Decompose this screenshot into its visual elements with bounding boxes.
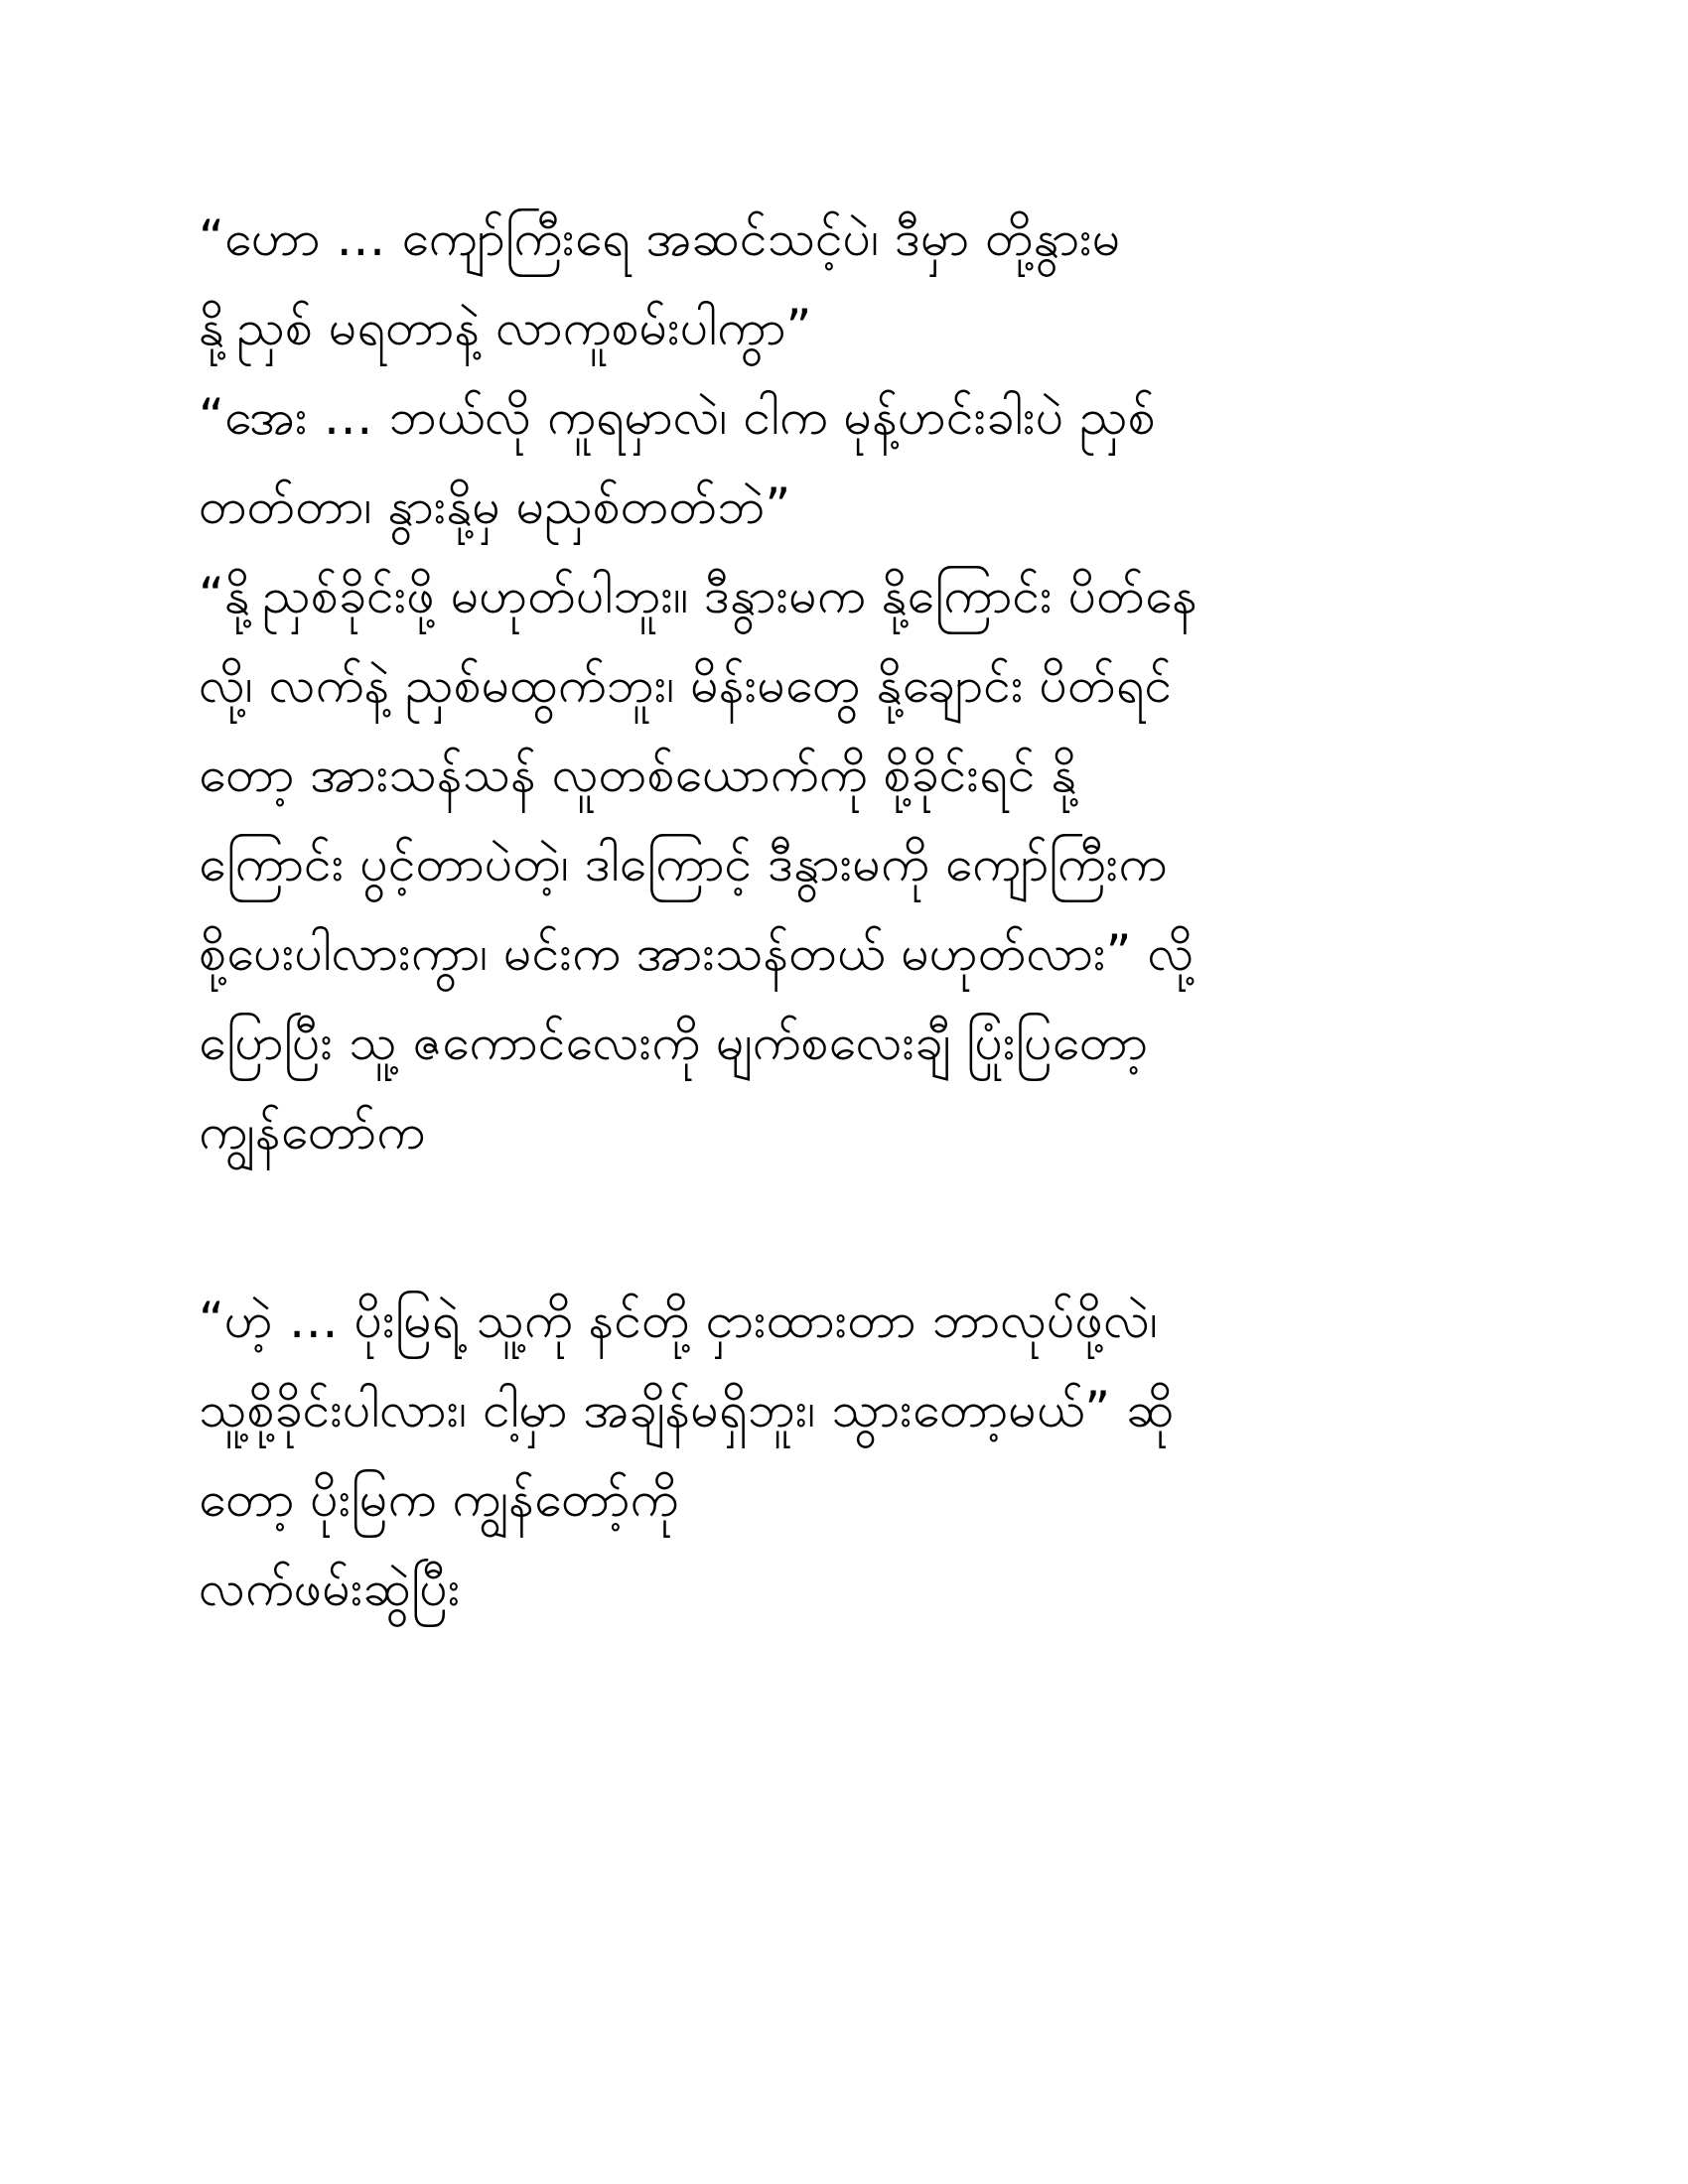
document-page bbox=[199, 194, 1489, 1633]
text-line: “ဟော … ကျော်ကြီးရေ အဆင်သင့်ပဲ၊ ဒီမှာ တို့နွားမ bbox=[199, 209, 1121, 267]
paragraph-1 bbox=[199, 194, 1489, 372]
text-line: သူ့စို့ခိုင်းပါလား၊ ငါ့မှာ အချိန်မရှိဘူး၊ သွားတော့မယ်” ဆို bbox=[199, 1381, 1175, 1438]
text-line: ကြောင်း ပွင့်တာပဲတဲ့၊ ဒါကြောင့် ဒီနွားမကို ကျော်ကြီးက bbox=[199, 835, 1168, 892]
text-line: “အေး … ဘယ်လို ကူရမှာလဲ၊ ငါက မုန့်ဟင်းခါးပဲ ညှစ် bbox=[199, 388, 1156, 446]
paragraph-2 bbox=[199, 372, 1489, 551]
text-line: “ဟဲ့ … ပိုးမြရဲ့ သူ့ကို နင်တို့ ငှားထားတာ ဘာလုပ်ဖို့လဲ၊ bbox=[199, 1292, 1158, 1349]
text-line: စို့ပေးပါလားကွာ၊ မင်းက အားသန်တယ် မဟုတ်လား” လို့ bbox=[199, 924, 1195, 982]
text-line: တတ်တာ၊ နွားနို့မှ မညှစ်တတ်ဘဲ” bbox=[199, 478, 791, 535]
paragraph-3 bbox=[199, 551, 1489, 1176]
paragraph-gap bbox=[199, 1176, 1489, 1276]
text-line: တော့ အားသန်သန် လူတစ်ယောက်ကို စို့ခိုင်းရင် နို့ bbox=[199, 746, 1077, 803]
text-line: ကျွန်တော်က bbox=[199, 1103, 426, 1160]
text-line: လက်ဖမ်းဆွဲပြီး bbox=[199, 1560, 461, 1617]
text-line: လို့၊ လက်နဲ့ ညှစ်မထွက်ဘူး၊ မိန်းမတွေ နို့ချောင်း ပိတ်ရင် bbox=[199, 656, 1173, 714]
text-line: “နို့ညှစ်ခိုင်းဖို့ မဟုတ်ပါဘူး။ ဒီနွားမက နို့ကြောင်း ပိတ်နေ bbox=[199, 567, 1197, 624]
text-line: တော့ ပိုးမြက ကျွန်တော့်ကို bbox=[199, 1470, 679, 1528]
text-line: ပြောပြီး သူ့ ဇကောင်လေးကို မျက်စလေးချီ ပြုံးပြတော့ bbox=[199, 1014, 1149, 1071]
paragraph-4 bbox=[199, 1276, 1489, 1633]
text-line: နို့ညှစ် မရတာနဲ့ လာကူစမ်းပါကွာ” bbox=[199, 299, 812, 356]
